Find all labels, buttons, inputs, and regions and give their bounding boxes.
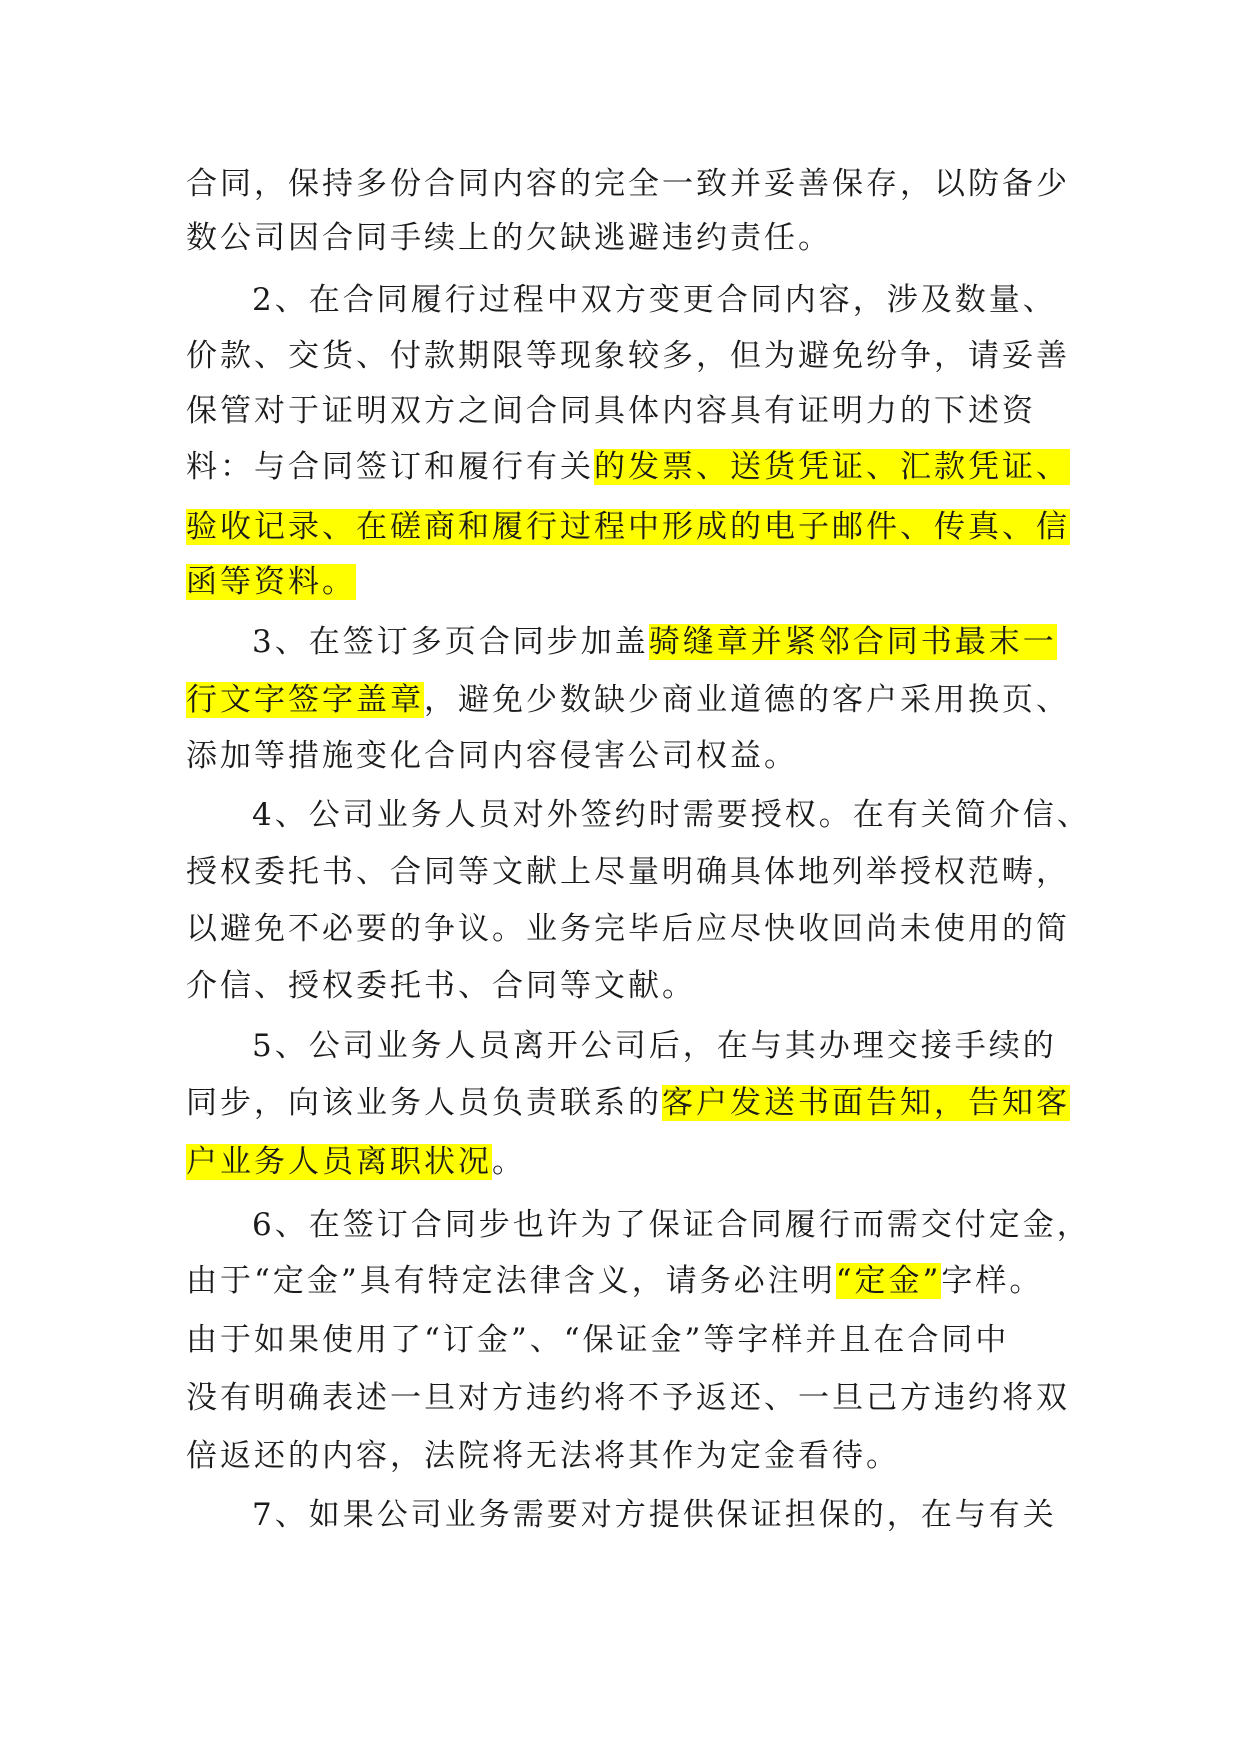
text-line bbox=[252, 1195, 1091, 1255]
text-line bbox=[186, 1368, 1070, 1428]
text-run: 。 bbox=[492, 1144, 526, 1180]
highlighted-text: 行文字签字盖章 bbox=[186, 682, 424, 718]
highlighted-text: 函等资料。 bbox=[186, 564, 356, 600]
text-run: 保管对于证明双方之间合同具体内容具有证明力的下述资 bbox=[186, 393, 1036, 429]
text-line bbox=[186, 1426, 900, 1486]
text-line bbox=[252, 1485, 1057, 1545]
text-line bbox=[252, 612, 1057, 672]
text-line bbox=[186, 670, 1070, 730]
text-line bbox=[252, 785, 1091, 845]
text-line bbox=[186, 381, 1036, 441]
text-run: 料：与合同签订和履行有关 bbox=[186, 449, 594, 485]
text-line bbox=[252, 270, 1057, 330]
text-run: 由于“定金”具有特定法律含义，请务必注明 bbox=[186, 1263, 836, 1299]
text-line bbox=[186, 1132, 526, 1192]
text-run: 7、如果公司业务需要对方提供保证担保的，在与有关 bbox=[252, 1497, 1057, 1533]
text-line bbox=[186, 842, 1070, 902]
text-run: 介信、授权委托书、合同等文献。 bbox=[186, 968, 696, 1004]
text-run: 数公司因合同手续上的欠缺逃避违约责任。 bbox=[186, 220, 832, 256]
text-line bbox=[186, 1251, 1043, 1311]
text-run: 倍返还的内容，法院将无法将其作为定金看待。 bbox=[186, 1438, 900, 1474]
text-run: 添加等措施变化合同内容侵害公司权益。 bbox=[186, 738, 798, 774]
text-line bbox=[186, 1310, 1009, 1370]
text-line bbox=[186, 552, 356, 612]
text-run: 价款、交货、付款期限等现象较多，但为避免纷争，请妥善 bbox=[186, 338, 1070, 374]
text-line bbox=[186, 497, 1070, 557]
text-run: ，避免少数缺少商业道德的客户采用换页、 bbox=[424, 682, 1070, 718]
text-line bbox=[186, 437, 1070, 497]
text-run: 由于如果使用了“订金”、“保证金”等字样并且在合同中 bbox=[186, 1322, 1010, 1358]
text-run: 合同，保持多份合同内容的完全一致并妥善保存，以防备少 bbox=[186, 166, 1070, 202]
text-line bbox=[186, 1073, 1070, 1133]
text-run: 以避免不必要的争议。业务完毕后应尽快收回尚未使用的简 bbox=[186, 911, 1070, 947]
text-line bbox=[186, 326, 1070, 386]
text-line bbox=[252, 1016, 1057, 1076]
text-run: 2、在合同履行过程中双方变更合同内容，涉及数量、 bbox=[252, 282, 1057, 318]
highlighted-text: 户业务人员离职状况 bbox=[186, 1144, 492, 1180]
highlighted-text: 的发票、送货凭证、汇款凭证、 bbox=[594, 449, 1070, 485]
text-run: 5、公司业务人员离开公司后，在与其办理交接手续的 bbox=[252, 1028, 1057, 1064]
text-run: 授权委托书、合同等文献上尽量明确具体地列举授权范畴， bbox=[186, 854, 1070, 890]
text-run: 字样。 bbox=[941, 1263, 1044, 1299]
text-line bbox=[186, 956, 696, 1016]
highlighted-text: “定金” bbox=[835, 1263, 942, 1299]
highlighted-text: 客户发送书面告知，告知客 bbox=[662, 1085, 1070, 1121]
highlighted-text: 验收记录、在磋商和履行过程中形成的电子邮件、传真、信 bbox=[186, 509, 1070, 545]
text-line bbox=[186, 208, 832, 268]
text-run: 3、在签订多页合同步加盖 bbox=[252, 624, 649, 660]
text-line bbox=[186, 899, 1070, 959]
text-run: 同步，向该业务人员负责联系的 bbox=[186, 1085, 662, 1121]
text-run: 没有明确表述一旦对方违约将不予返还、一旦己方违约将双 bbox=[186, 1380, 1070, 1416]
text-run: 4、公司业务人员对外签约时需要授权。在有关简介信、 bbox=[252, 797, 1091, 833]
text-line bbox=[186, 154, 1070, 214]
highlighted-text: 骑缝章并紧邻合同书最末一 bbox=[648, 624, 1057, 660]
text-line bbox=[186, 726, 798, 786]
text-run: 6、在签订合同步也许为了保证合同履行而需交付定金， bbox=[252, 1207, 1091, 1243]
